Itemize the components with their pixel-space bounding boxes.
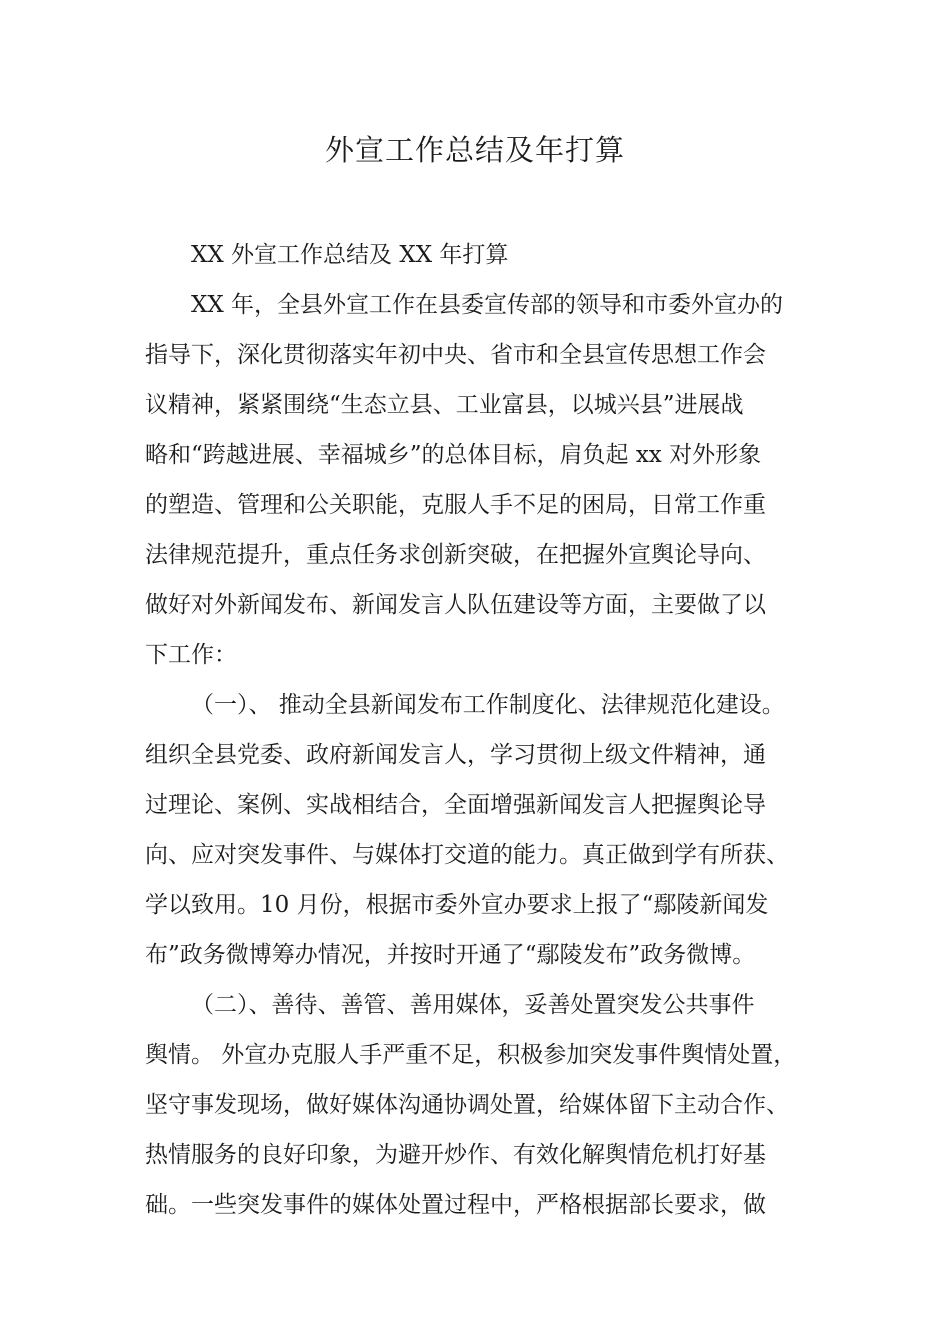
text-line: 略和“跨越进展、幸福城乡”的总体目标，肩负起 xx 对外形象 xyxy=(145,442,762,468)
paragraph-subtitle xyxy=(145,230,825,280)
text-line: 坚守事发现场，做好媒体沟通协调处置，给媒体留下主动合作、 xyxy=(145,1092,789,1118)
text-line: 指导下，深化贯彻落实年初中央、省市和全县宣传思想工作会 xyxy=(145,342,766,368)
text-line: 布”政务微博筹办情况，并按时开通了“鄢陵发布”政务微博。 xyxy=(145,942,756,968)
paragraph-section-1 xyxy=(145,680,825,980)
paragraph-section-2 xyxy=(145,980,825,1230)
text-line: 的塑造、管理和公关职能，克服人手不足的困局，日常工作重 xyxy=(145,492,766,518)
document-body xyxy=(145,230,825,1230)
text-line: 议精神，紧紧围绕“生态立县、工业富县，以城兴县”进展战 xyxy=(145,392,744,418)
text-line: 学以致用。10 月份，根据市委外宣办要求上报了“鄢陵新闻发 xyxy=(145,892,769,918)
document-title: 外宣工作总结及年打算 xyxy=(324,133,625,167)
text-line: 下工作： xyxy=(145,642,237,668)
text-line: 向、应对突发事件、与媒体打交道的能力。真正做到学有所获、 xyxy=(145,842,789,868)
paragraph-intro xyxy=(145,280,825,680)
text-line: XX 年，全县外宣工作在县委宣传部的领导和市委外宣办的 xyxy=(191,292,784,318)
text-line: 舆情。 外宣办克服人手严重不足，积极参加突发事件舆情处置， xyxy=(145,1042,797,1068)
text-line: 法律规范提升，重点任务求创新突破，在把握外宣舆论导向、 xyxy=(145,542,766,568)
text-line: 组织全县党委、政府新闻发言人，学习贯彻上级文件精神，通 xyxy=(145,742,766,768)
text-line: （一）、 推动全县新闻发布工作制度化、法律规范化建设。 xyxy=(191,692,785,718)
text-line: 热情服务的良好印象，为避开炒作、有效化解舆情危机打好基 xyxy=(145,1142,766,1168)
text-line: 础。一些突发事件的媒体处置过程中，严格根据部长要求，做 xyxy=(145,1192,766,1218)
text-line: XX 外宣工作总结及 XX 年打算 xyxy=(191,242,509,268)
text-line: 过理论、案例、实战相结合，全面增强新闻发言人把握舆论导 xyxy=(145,792,766,818)
text-line: 做好对外新闻发布、新闻发言人队伍建设等方面，主要做了以 xyxy=(145,592,766,618)
text-line: （二）、善待、善管、善用媒体，妥善处置突发公共事件 xyxy=(191,992,755,1018)
